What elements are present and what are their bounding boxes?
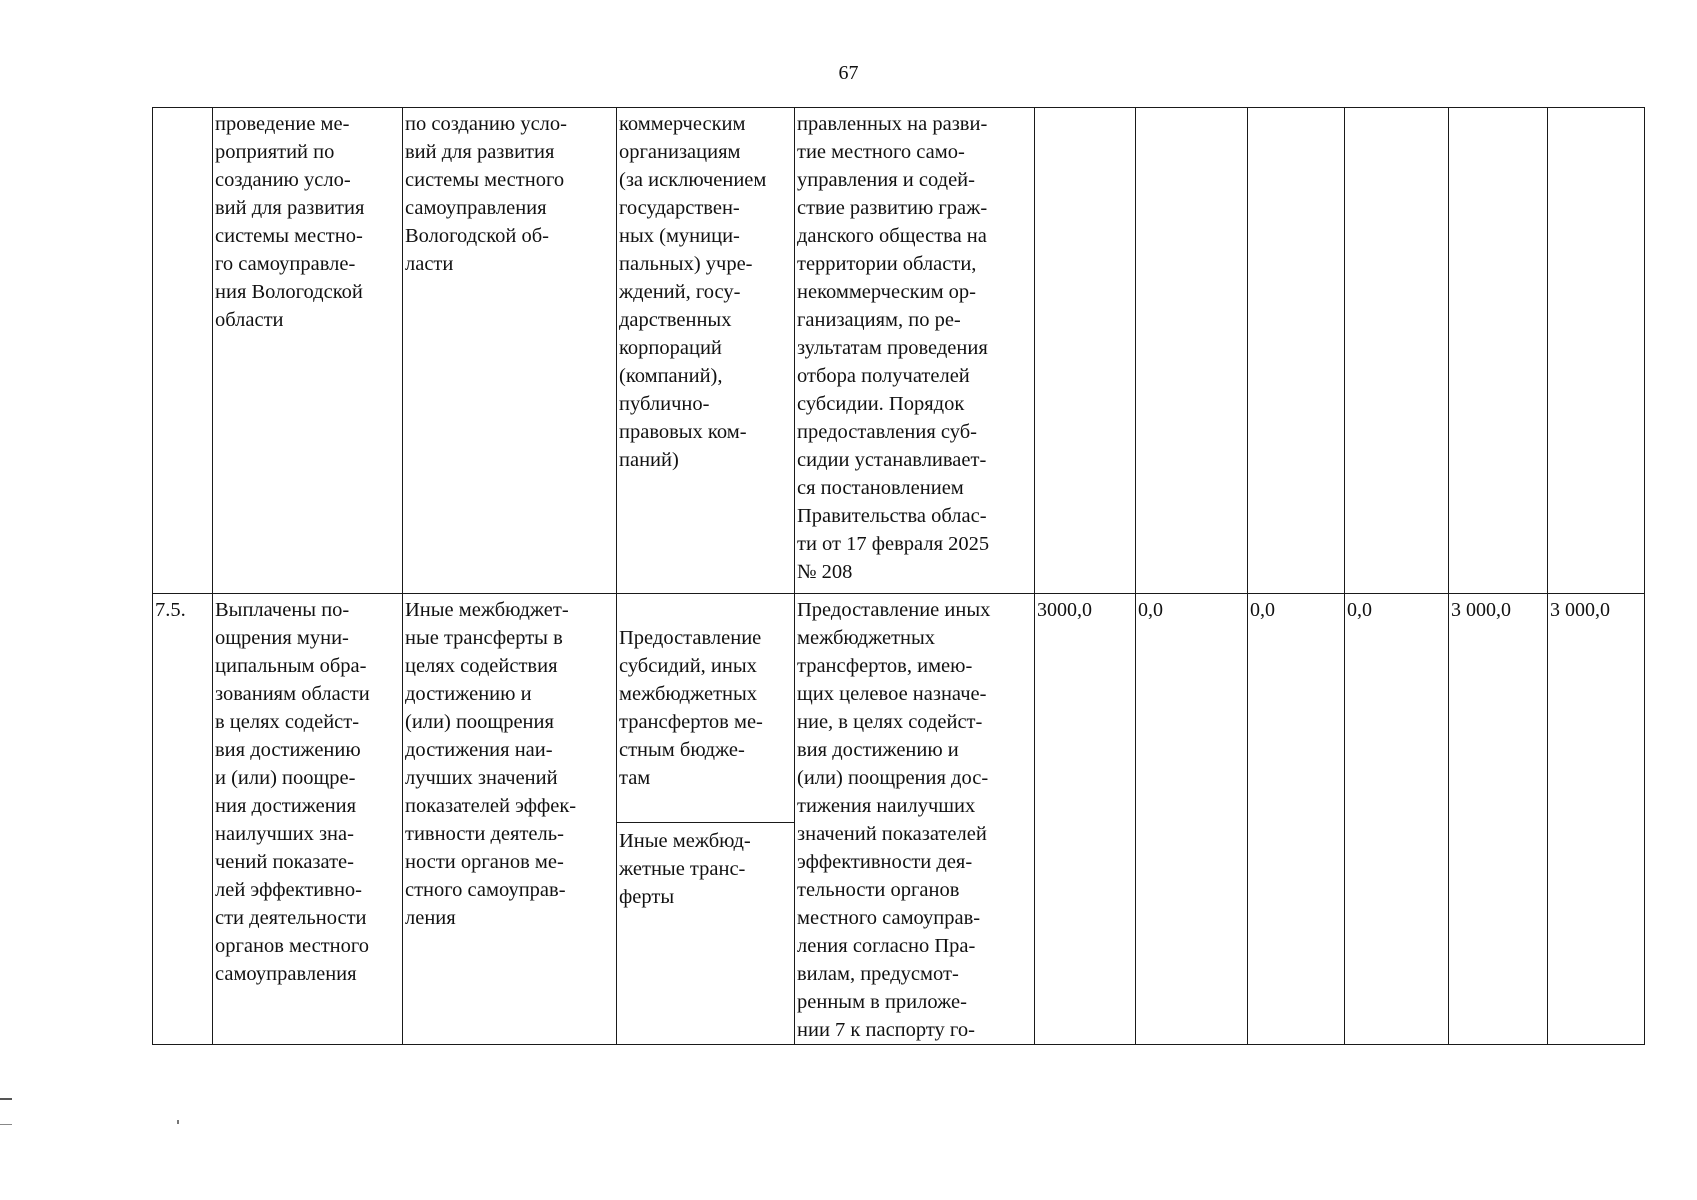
value-cell-2 [1136, 108, 1248, 594]
description-cell: правленных на разви- тие местного само- управления и содей- ствие развитию граж- данского общества на территории области, некоммерческим ор- ганизациям, по ре- зультатам проведения отбора получателей субсидии. Порядок предоставления суб- сидии устанавливает- ся постановлением Правительства облас- ти от 17 февраля 2025 № 208 [795, 108, 1035, 594]
value-cell-3: 0,0 [1248, 594, 1345, 1045]
scan-artifact-mark [0, 1098, 12, 1100]
recipient-cell-top: Предоставление субсидий, иных межбюджетных трансфертов ме- стным бюдже- там [619, 627, 763, 789]
activity-type-cell: Иные межбюджет- ные трансферты в целях содействия достижению и (или) поощрения достижения наи- лучших значений показателей эффек- тивности деятель- ности органов ме- стного самоуправ- ления [403, 594, 617, 1045]
scan-artifact-mark [177, 1120, 179, 1124]
value-cell-1 [1035, 108, 1136, 594]
recipient-cell [617, 594, 795, 1045]
row-index [153, 108, 213, 594]
value-cell-2: 0,0 [1136, 594, 1248, 1045]
activity-type-cell: по созданию усло- вий для развития системы местного самоуправления Вологодской об- ласти [403, 108, 617, 594]
value-cell-1: 3000,0 [1035, 594, 1136, 1045]
program-table [152, 107, 1645, 1045]
page-number: 67 [838, 62, 859, 84]
value-cell-5: 3 000,0 [1449, 594, 1548, 1045]
value-cell-5 [1449, 108, 1548, 594]
value-cell-6 [1548, 108, 1645, 594]
row-index: 7.5. [153, 594, 213, 1045]
value-cell-6: 3 000,0 [1548, 594, 1645, 1045]
table-row [153, 594, 1645, 1045]
description-cell: Предоставление иных межбюджетных трансфертов, имею- щих целевое назначе- ние, в целях содейст- вия достижению и (или) поощрения дос- тижения наилучших значений показателей эффективности дея- тельности органов местного самоуправ- ления согласно Пра- вилам, предусмот- ренным в приложе- нии 7 к паспорту го- [795, 594, 1035, 1045]
activity-name-cell: проведение ме- роприятий по созданию усло- вий для развития системы местно- го самоуправле- ния Вологодской области [213, 108, 403, 594]
value-cell-4 [1345, 108, 1449, 594]
recipient-cell-bottom: Иные межбюд- жетные транс- ферты [617, 822, 794, 911]
activity-name-cell: Выплачены по- ощрения муни- ципальным обра- зованиям области в целях содейст- вия достижению и (или) поощре- ния достижения наилучших зна- чений показате- лей эффективно- сти деятельности органов местного самоуправления [213, 594, 403, 1045]
value-cell-4: 0,0 [1345, 594, 1449, 1045]
value-cell-3 [1248, 108, 1345, 594]
recipient-cell: коммерческим организациям (за исключением государствен- ных (муници- пальных) учре- ждений, госу- дарственных корпораций (компаний), публично- правовых ком- паний) [617, 108, 795, 594]
scan-artifact-mark [0, 1124, 12, 1125]
table-row [153, 108, 1645, 594]
